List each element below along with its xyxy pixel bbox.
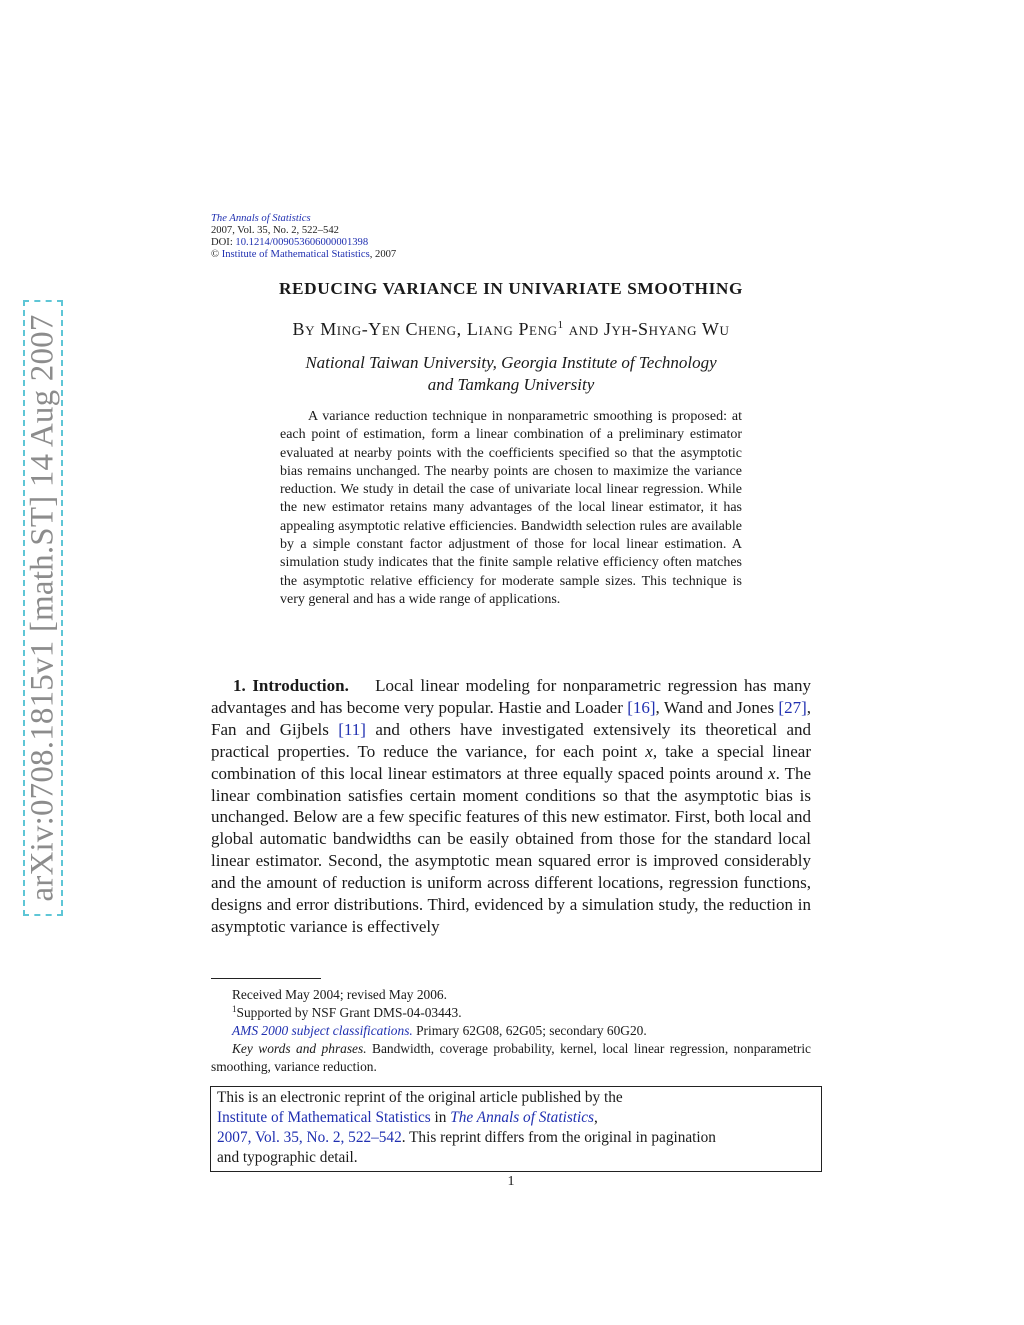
arxiv-identifier[interactable]: arXiv:0708.1815v1 [math.ST] 14 Aug 2007 (24, 314, 61, 902)
affiliation-line-1: National Taiwan University, Georgia Institute of Technology (305, 353, 717, 372)
journal-link[interactable]: The Annals of Statistics (211, 213, 311, 224)
copyright-symbol: © (211, 249, 220, 260)
affiliations (211, 352, 811, 396)
publisher-link[interactable]: Institute of Mathematical Statistics (221, 249, 370, 260)
intro-text: . The linear combination satisfies certain moment conditions so that the asymptotic bias is unchanged. Below are a few specific features of this new estimator. First, both local and global automatic bandwidths can be easily obtained from those for the standard local linear estimator. Second, the asymptotic mean squared error is improved considerably and the amount of reduction is uniform across different locations, regression functions, designs and error distributions. Third, evidenced by a simulation study, the reduction in asymptotic variance is effectively (211, 763, 812, 936)
introduction-paragraph (211, 675, 811, 938)
support-note: $^1$Supported by NSF Grant DMS-04-03443. (232, 1004, 462, 1020)
reprint-line-4: and typographic detail. (217, 1149, 358, 1166)
footnotes (211, 986, 811, 1076)
ams-classification: AMS 2000 subject classifications. Primary 62G08, 62G05; secondary 60G20. (232, 1023, 647, 1038)
author-1: Ming-Yen Cheng, (320, 319, 467, 339)
keywords-note: Key words and phrases. Bandwidth, coverage probability, kernel, local linear regression, nonparametric smoothing, variance reduction. (211, 1041, 811, 1074)
intro-text: and others have investigated extensively its theoretical and practical properties. To reduce the variance, for each point (211, 719, 812, 761)
intro-text: , Fan and Gijbels (211, 697, 811, 739)
footnote-mark-1[interactable]: 1 (557, 319, 564, 331)
intro-text: Local linear modeling for nonparametric regression has many advantages and has become very popular. Hastie and Loader (211, 676, 812, 717)
footnote-rule (211, 978, 321, 979)
intro-text: , Wand and Jones (655, 697, 779, 717)
arxiv-stamp[interactable] (23, 300, 63, 916)
author-2: Liang Peng (466, 319, 558, 339)
reprint-line-1: This is an electronic reprint of the original article published by the (217, 1089, 623, 1106)
volume-line: 2007, Vol. 35, No. 2, 522–542 (211, 225, 339, 236)
support-mark: 1 (232, 1004, 237, 1014)
page-number: 1 (507, 1174, 515, 1189)
received-note: Received May 2004; revised May 2006. (232, 987, 447, 1002)
doi-link[interactable]: 10.1214/009053606000001398 (235, 237, 369, 248)
author-3: Jyh-Shyang Wu (603, 319, 730, 339)
doi-label: DOI: (211, 237, 236, 248)
section-heading: 1. Introduction. (233, 676, 349, 695)
math-variable: x (768, 763, 776, 783)
citation-link[interactable]: [16] (627, 697, 656, 717)
math-variable: x (645, 741, 653, 761)
copyright-year: , 2007 (369, 249, 397, 260)
reprint-notice-box: This is an electronic reprint of the original article published by the Institute of Mathematical Statistics in The Annals of Statistics, 2007, Vol. 35, No. 2, 522–542. This reprint differs from the original in pagination and typographic detail. (210, 1086, 822, 1172)
citation-link[interactable]: [11] (338, 719, 366, 739)
author-byline (211, 319, 811, 340)
journal-header (211, 213, 396, 261)
keywords-label: Key words and phrases. (232, 1041, 367, 1056)
reprint-journal-link[interactable]: The Annals of Statistics (450, 1109, 595, 1126)
by-word: By (292, 319, 321, 339)
abstract: A variance reduction technique in nonparametric smoothing is proposed: at each point of estimation, form a linear combination of a preliminary estimator evaluated at nearby points with the coefficients specified so that the asymptotic bias remains unchanged. The nearby points are chosen to maximize the variance reduction. We study in detail the case of univariate local linear regression. While the new estimator retains many advantages of the local linear estimator, it has appealing asymptotic relative efficiencies. Bandwidth selection rules are available by a simple constant factor adjustment of those for local linear estimation. A simulation study indicates that the finite sample relative efficiency often matches the asymptotic relative efficiency for moderate sample sizes. This technique is very general and has a wide range of applications. (280, 409, 742, 607)
intro-text: , take a special linear combination of this local linear estimators at three equally spaced points around (211, 741, 811, 783)
ams-link[interactable]: AMS 2000 subject classifications. (232, 1023, 413, 1038)
affiliation-line-2: and Tamkang University (427, 375, 595, 394)
reprint-citation-link[interactable]: 2007, Vol. 35, No. 2, 522–542 (217, 1129, 402, 1146)
citation-link[interactable]: [27] (778, 697, 807, 717)
paper-title: REDUCING VARIANCE IN UNIVARIATE SMOOTHING (278, 279, 744, 298)
and-word: and (563, 319, 604, 339)
reprint-publisher-link[interactable]: Institute of Mathematical Statistics (217, 1109, 431, 1126)
